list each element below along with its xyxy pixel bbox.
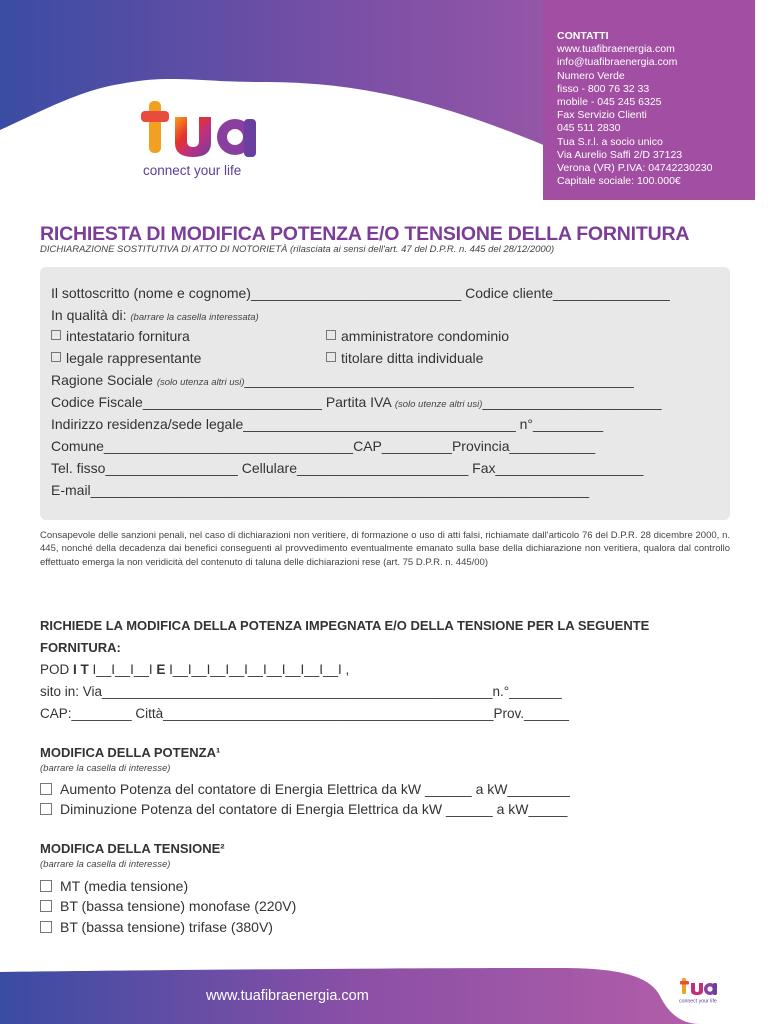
hint-ragione-sociale: (solo utenza altri usi) — [156, 377, 245, 388]
field-pod-part1[interactable]: I__I__I__I — [88, 662, 157, 677]
field-sito-numero[interactable]: _______ — [509, 684, 562, 699]
checkbox-aumento-potenza[interactable] — [40, 783, 52, 795]
option-bt-monofase[interactable] — [40, 898, 296, 914]
hint-qualita: (barrare la casella interessata) — [130, 312, 259, 323]
label-partita-iva: Partita IVA — [325, 394, 391, 410]
label-amministratore: amministratore condominio — [341, 328, 510, 344]
field-codice-cliente[interactable]: _______________ — [553, 285, 670, 301]
footer-logo-tagline: connect your life — [679, 998, 717, 1004]
checkbox-bt-trifase[interactable] — [40, 921, 52, 933]
field-numero-civico[interactable]: _________ — [533, 416, 604, 432]
tua-logo — [135, 95, 265, 185]
row-qualita — [51, 307, 259, 323]
field-indirizzo[interactable]: ___________________________________ — [243, 416, 516, 432]
tensione-hint: (barrare la casella di interesse) — [40, 859, 171, 870]
label-legale-rappresentante: legale rappresentante — [66, 350, 202, 366]
field-comune[interactable]: ________________________________ — [103, 438, 354, 454]
footer-tua-logo-graphic — [678, 976, 720, 1004]
label-indirizzo: Indirizzo residenza/sede legale — [51, 416, 244, 432]
field-request-citta[interactable]: ____________________________________________ — [163, 706, 494, 721]
label-sito-numero: n.° — [492, 684, 510, 699]
label-aumento-potenza: Aumento Potenza del contatore di Energia Elettrica da kW — [60, 781, 422, 797]
document-title: RICHIESTA DI MODIFICA POTENZA E/O TENSIONE DELLA FORNITURA — [40, 223, 690, 245]
disclaimer-text: Consapevole delle sanzioni penali, nel caso di dichiarazioni non veritiere, di formazione o uso di atti falsi, richiamate dall'articolo 76 del D.P.R. 28 dicembre 2000, n. 445, nonché della decadenza dai benefici conseguenti al provvedimento eventualmente emanato sulla base della dichiarazione non veritiera, qualora dal controllo effettuato emerga la non veridicità del contenuto di taluna delle dichiarazioni rese (art. 75 D.P.R. n. 445/00) — [40, 530, 730, 568]
label-numero-civico: n° — [519, 416, 534, 432]
field-request-prov[interactable]: ______ — [524, 706, 570, 721]
label-aumento-a-kw: a kW — [475, 781, 508, 797]
field-codice-fiscale[interactable]: _______________________ — [142, 394, 322, 410]
field-request-cap[interactable]: ________ — [71, 706, 132, 721]
label-sottoscritto: Il sottoscritto (nome e cognome) — [51, 285, 251, 301]
field-ragione-sociale[interactable]: __________________________________________________ — [244, 372, 634, 388]
contact-fax-number: 045 511 2830 — [557, 122, 621, 135]
field-diminuzione-a-kw[interactable]: _____ — [528, 801, 568, 817]
checkbox-intestatario[interactable] — [51, 330, 61, 340]
label-bt-trifase: BT (bassa tensione) trifase (380V) — [60, 919, 273, 935]
row-ragione-sociale — [51, 372, 634, 388]
contact-company: Tua S.r.l. a socio unico — [557, 135, 663, 148]
label-cap: CAP — [353, 438, 382, 454]
contact-address: Via Aurelio Saffi 2/D 37123 — [557, 148, 683, 161]
label-bt-monofase: BT (bassa tensione) monofase (220V) — [60, 898, 297, 914]
label-email: E-mail — [51, 482, 91, 498]
contact-capitale: Capitale sociale: 100.000€ — [557, 175, 681, 188]
row-codice-fiscale — [51, 394, 662, 410]
row-sito — [40, 684, 562, 699]
option-bt-trifase[interactable] — [40, 919, 273, 935]
field-cellulare[interactable]: ______________________ — [296, 460, 469, 476]
footer-band — [0, 968, 770, 1024]
label-tel-fisso: Tel. fisso — [51, 460, 106, 476]
request-heading-line2: FORNITURA: — [40, 640, 121, 655]
field-nome-cognome[interactable]: ___________________________ — [250, 285, 462, 301]
contacts-title: CONTATTI — [557, 30, 609, 42]
label-cellulare: Cellulare — [241, 460, 297, 476]
contact-email[interactable]: info@tuafibraenergia.com — [557, 56, 678, 69]
label-sito-via: sito in: Via — [40, 684, 103, 699]
option-aumento-potenza[interactable] — [40, 781, 570, 797]
label-mt: MT (media tensione) — [60, 878, 189, 894]
label-diminuzione-potenza: Diminuzione Potenza del contatore di Energia Elettrica da kW — [60, 801, 443, 817]
hint-partita-iva: (solo utenze altri usi) — [394, 399, 483, 410]
checkbox-amministratore[interactable] — [326, 330, 336, 340]
pod-letter-e: E — [156, 662, 166, 677]
contact-mobile: mobile - 045 245 6325 — [557, 96, 662, 109]
label-diminuzione-a-kw: a kW — [496, 801, 529, 817]
field-fax[interactable]: ___________________ — [495, 460, 644, 476]
label-pod: POD — [40, 662, 70, 677]
contact-fax-label: Fax Servizio Clienti — [557, 109, 647, 122]
contact-fisso: fisso - 800 76 32 33 — [557, 82, 650, 95]
label-request-cap: CAP: — [40, 706, 72, 721]
logo-tagline: connect your life — [143, 163, 242, 178]
contact-numero-verde: Numero Verde — [557, 69, 625, 82]
checkbox-titolare-ditta[interactable] — [326, 352, 336, 362]
label-request-citta: Città — [135, 706, 164, 721]
request-heading-line1: RICHIEDE LA MODIFICA DELLA POTENZA IMPEGNATA E/O DELLA TENSIONE PER LA SEGUENTE — [40, 618, 650, 633]
label-request-prov: Prov. — [493, 706, 524, 721]
contact-website[interactable]: www.tuafibraenergia.com — [557, 43, 675, 56]
row-email — [51, 482, 589, 498]
field-provincia[interactable]: ___________ — [509, 438, 596, 454]
label-intestatario: intestatario fornitura — [66, 328, 190, 344]
potenza-hint: (barrare la casella di interesse) — [40, 763, 171, 774]
footer-tua-logo — [678, 976, 720, 1004]
field-diminuzione-da-kw[interactable]: ______ — [445, 801, 493, 817]
label-comune: Comune — [51, 438, 104, 454]
checkbox-legale-rappresentante[interactable] — [51, 352, 61, 362]
field-sito-via[interactable]: ____________________________________________________ — [102, 684, 493, 699]
label-fax: Fax — [472, 460, 496, 476]
row-pod — [40, 662, 349, 677]
field-aumento-da-kw[interactable]: ______ — [424, 781, 472, 797]
potenza-heading: MODIFICA DELLA POTENZA¹ — [40, 745, 221, 760]
footer-band-graphic — [0, 968, 770, 1024]
checkbox-bt-monofase[interactable] — [40, 900, 52, 912]
option-intestatario[interactable] — [51, 328, 190, 344]
contact-piva: Verona (VR) P.IVA: 04742230230 — [557, 162, 713, 175]
pod-prefix-it: I T — [73, 662, 89, 677]
row-comune — [51, 438, 595, 454]
field-tel-fisso[interactable]: _________________ — [105, 460, 238, 476]
label-qualita: In qualità di: — [51, 307, 127, 323]
checkbox-mt[interactable] — [40, 880, 52, 892]
row-cap-citta — [40, 706, 569, 721]
field-aumento-a-kw[interactable]: ________ — [507, 781, 570, 797]
row-telefono — [51, 460, 643, 476]
footer-website-link[interactable]: www.tuafibraenergia.com — [206, 988, 369, 1004]
option-legale-rappresentante[interactable] — [51, 350, 201, 366]
field-pod-part2[interactable]: I__I__I__I__I__I__I__I__I__I , — [165, 662, 350, 677]
tua-logo-graphic — [135, 95, 265, 185]
option-titolare-ditta[interactable] — [326, 350, 483, 366]
label-ragione-sociale: Ragione Sociale — [51, 372, 153, 388]
label-titolare-ditta: titolare ditta individuale — [341, 350, 484, 366]
label-provincia: Provincia — [451, 438, 510, 454]
field-cap[interactable]: _________ — [381, 438, 452, 454]
row-indirizzo — [51, 416, 603, 432]
field-email[interactable]: ________________________________________________________________ — [90, 482, 589, 498]
option-mt[interactable] — [40, 878, 188, 894]
option-amministratore[interactable] — [326, 328, 509, 344]
label-codice-cliente: Codice cliente — [465, 285, 554, 301]
field-partita-iva[interactable]: _______________________ — [482, 394, 662, 410]
document-subtitle: DICHIARAZIONE SOSTITUTIVA DI ATTO DI NOTORIETÀ (rilasciata ai sensi dell'art. 47 del D.P.R. n. 445 del 28/12/2000) — [40, 244, 555, 255]
option-diminuzione-potenza[interactable] — [40, 801, 567, 817]
label-codice-fiscale: Codice Fiscale — [51, 394, 143, 410]
row-sottoscritto — [51, 285, 670, 301]
tensione-heading: MODIFICA DELLA TENSIONE² — [40, 841, 225, 856]
contacts-box — [543, 0, 755, 200]
checkbox-diminuzione-potenza[interactable] — [40, 803, 52, 815]
